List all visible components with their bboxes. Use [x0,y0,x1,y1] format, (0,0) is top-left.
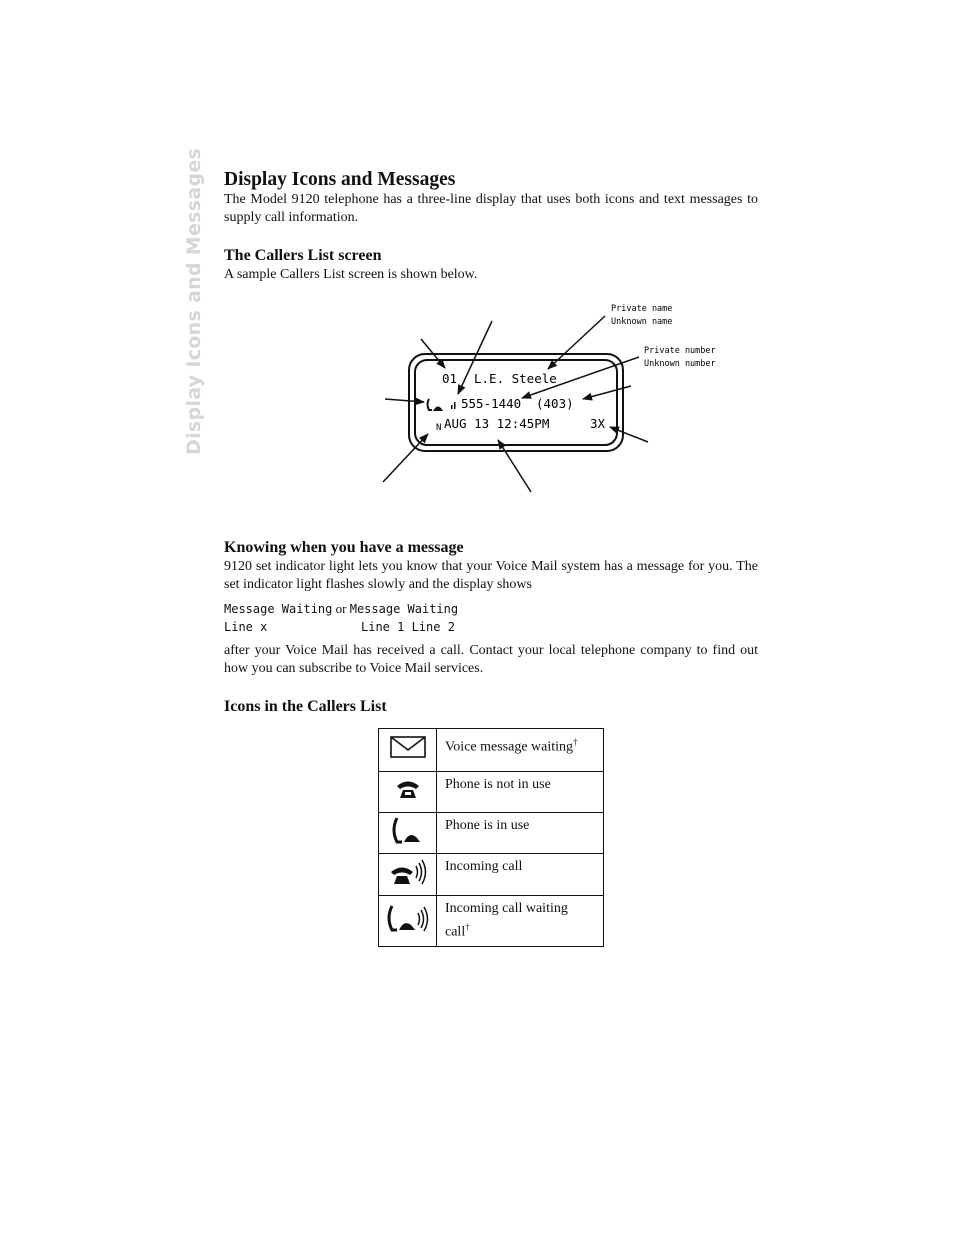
icons-table [378,728,604,947]
callers-list-display-figure [0,0,954,520]
message-example-line2 [224,619,455,635]
phone-on-hook-icon [393,777,423,801]
lcd-line3-count: 3X [590,416,606,431]
envelope-icon [389,734,427,760]
message-example2-line1: Message Waiting [349,602,459,616]
lcd-phone-off-hook-icon [428,399,444,411]
icons-section-heading: Icons in the Callers List [224,698,387,715]
dagger-mark: † [465,922,470,932]
callout-private-name: Private name [611,304,673,314]
phone-call-waiting-icon [386,902,430,934]
message-example-line1 [224,601,458,617]
callout-unknown-name: Unknown name [611,317,673,327]
icon-label: Voice message waiting [445,739,574,755]
page-title: Display Icons and Messages [224,169,456,190]
message-example-or: or [335,601,347,616]
arrow-datetime [498,440,531,492]
lcd-line3-marker: N [436,423,442,433]
callout-private-number: Private number [644,346,716,356]
side-tab-label: Display Icons and Messages [183,147,205,455]
message-text: 9120 set indicator light lets you know that your Voice Mail system has a message for you. The set indicator light flashes slowly and the display shows [224,559,758,592]
arrow-name [548,316,605,369]
lcd-line1-index: 01 [442,371,458,386]
table-row [379,854,604,896]
icon-label: Phone is not in use [445,777,551,792]
icon-label: Incoming call waiting call [445,901,568,940]
lcd-signal-icon [451,402,456,409]
arrow-phone-icon [385,399,424,402]
table-row [379,772,604,813]
table-row [379,813,604,854]
arrow-marker [383,434,428,482]
callers-list-heading: The Callers List screen [224,247,382,264]
table-row [379,896,604,947]
phone-off-hook-icon [391,815,425,845]
message-example2-line2: Line 1 Line 2 [361,620,455,634]
lcd-line3-datetime: AUG 13 12:45PM [444,416,550,431]
dagger-mark: † [573,737,578,747]
message-example1-line1: Message Waiting [224,602,333,616]
lcd-line2-number: 555-1440 [461,396,522,411]
lcd-line1-name: L.E. Steele [474,371,557,386]
table-row [379,729,604,772]
icon-label: Incoming call [445,859,523,874]
icon-label: Phone is in use [445,818,530,833]
message-after-text: after your Voice Mail has received a call. Contact your local telephone company to find out how you can subscribe to Voice Mail services. [224,643,758,676]
message-heading: Knowing when you have a message [224,539,464,556]
message-example1-line2: Line x [224,620,268,634]
phone-ringing-icon [389,856,427,888]
callout-unknown-number: Unknown number [644,359,716,369]
lcd-line2-area: (403) [536,396,574,411]
callers-list-text: A sample Callers List screen is shown below. [224,267,478,282]
intro-paragraph: The Model 9120 telephone has a three-line display that uses both icons and text messages to supply call information. [224,192,758,225]
